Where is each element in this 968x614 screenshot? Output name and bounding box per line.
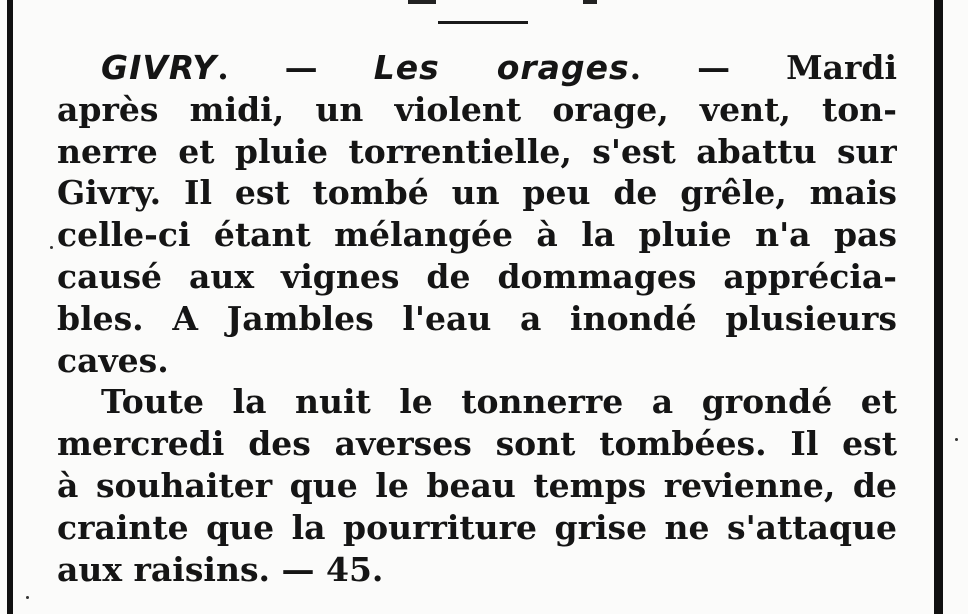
headline-separator: . — [217, 48, 374, 87]
column-border-right [934, 0, 943, 614]
article-text-line: nerre et pluie torrentielle, s'est abattu sur [57, 131, 897, 171]
article-text-line: crainte que la pourriture grise ne s'attaque [57, 507, 897, 547]
print-speck [50, 246, 53, 249]
headline-place: GIVRY [101, 48, 218, 87]
article-text-line: celle-ci étant mélangée à la pluie n'a pas [57, 215, 897, 255]
news-article [57, 47, 897, 590]
article-text-line: à souhaiter que le beau temps revienne, de [57, 465, 897, 505]
article-text-line: après midi, un violent orage, vent, ton- [57, 89, 897, 129]
article-text-line: mercredi des averses sont tombées. Il est [57, 424, 897, 464]
article-text-line: Givry. Il est tombé un peu de grêle, mais [57, 173, 897, 213]
cropped-text-fragment [408, 0, 436, 4]
column-border-left [7, 0, 13, 614]
headline-continuation: . — Mardi [629, 48, 897, 87]
print-speck [26, 596, 29, 599]
article-text-line: bles. A Jambles l'eau a inondé plusieurs [57, 298, 897, 338]
headline-topic: Les orages [373, 48, 630, 87]
article-text-line: causé aux vignes de dommages apprécia- [57, 256, 897, 296]
article-text-line: Toute la nuit le tonnerre a grondé et [101, 382, 897, 422]
section-separator-rule [438, 21, 528, 24]
article-text-line: aux raisins. — 45. [57, 549, 384, 589]
article-headline-line [57, 47, 897, 89]
print-speck [955, 438, 958, 441]
cropped-text-fragment [583, 0, 597, 4]
article-text-line: caves. [57, 340, 169, 380]
